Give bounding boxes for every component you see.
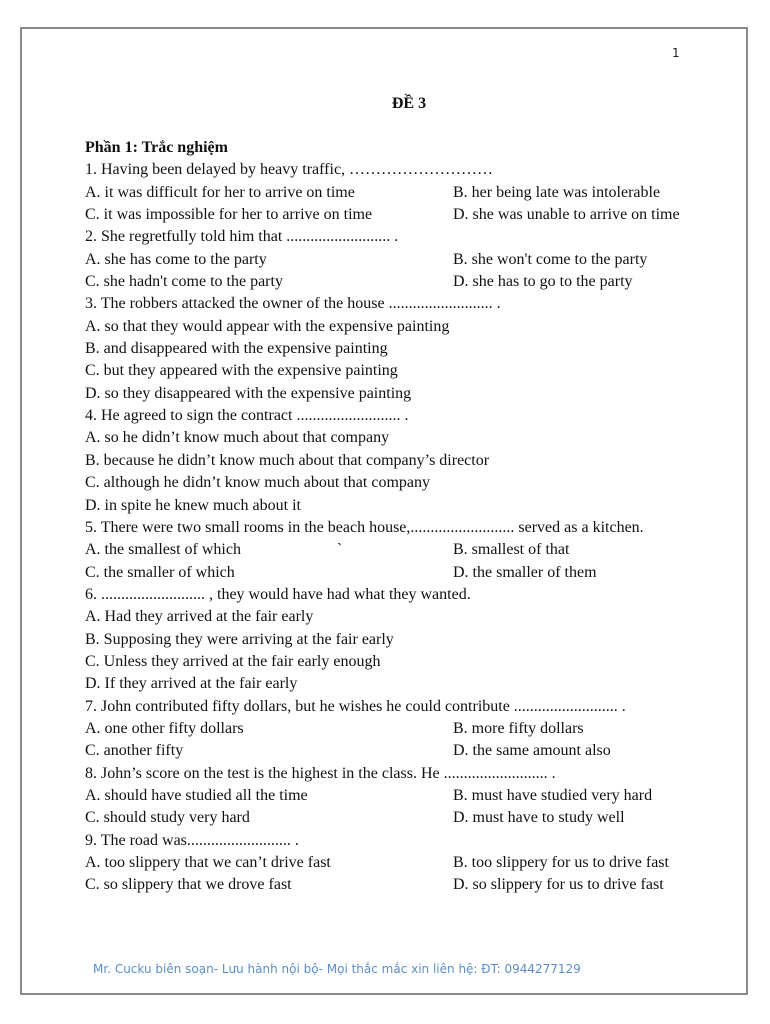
question-stem: 2. She regretfully told him that .......................... . xyxy=(85,228,399,246)
option-b: B. too slippery for us to drive fast xyxy=(453,854,669,871)
option-row xyxy=(85,562,715,584)
option-b: B. her being late was intolerable xyxy=(453,183,661,201)
option-d: D. she has to go to the party xyxy=(453,273,633,291)
question-stem: 8. John’s score on the test is the highest in the class. He .......................... . xyxy=(85,764,556,782)
option-a: A. the smallest of which ` xyxy=(85,541,343,559)
question-stem: 3. The robbers attacked the owner of the house .......................... . xyxy=(85,295,501,313)
option-d: D. she was unable to arrive on time xyxy=(453,206,680,224)
option-a: A. one other fifty dollars xyxy=(85,719,244,737)
option-d: D. in spite he knew much about it xyxy=(85,496,301,514)
question-stem: 5. There were two small rooms in the beach house,.......................... served as a kitchen. xyxy=(85,518,644,536)
option-b: B. must have studied very hard xyxy=(453,786,653,804)
question-stem: 1. Having been delayed by heavy traffic, ……………………… xyxy=(85,161,494,179)
option-c: C. the smaller of which xyxy=(85,563,235,581)
option-d: D. If they arrived at the fair early xyxy=(85,675,298,693)
option-row xyxy=(85,874,715,896)
section-heading: Phần 1: Trắc nghiệm xyxy=(85,139,228,156)
option-d: D. so they disappeared with the expensive painting xyxy=(85,384,412,402)
option-c: C. although he didn’t know much about that company xyxy=(85,474,430,492)
option-row xyxy=(85,718,715,740)
option-c: C. it was impossible for her to arrive on time xyxy=(85,206,373,224)
question-stem: 6. .......................... , they would have had what they wanted. xyxy=(85,585,471,603)
question-stem: 4. He agreed to sign the contract .......................... . xyxy=(85,407,409,425)
option-b: B. and disappeared with the expensive painting xyxy=(85,340,388,358)
exam-content xyxy=(85,137,715,897)
option-c: C. another fifty xyxy=(85,742,184,760)
option-a: A. so he didn’t know much about that company xyxy=(85,429,390,447)
option-c: C. Unless they arrived at the fair early enough xyxy=(85,652,381,670)
option-row xyxy=(85,271,715,293)
option-a: A. she has come to the party xyxy=(85,250,267,268)
option-row xyxy=(85,539,715,561)
option-b: B. Supposing they were arriving at the fair early xyxy=(85,630,394,648)
option-a: A. so that they would appear with the expensive painting xyxy=(85,317,450,335)
option-b: B. because he didn’t know much about that company’s director xyxy=(85,451,490,469)
option-row xyxy=(85,182,715,204)
option-row xyxy=(85,249,715,271)
page-footer: Mr. Cucku biên soạn- Lưu hành nội bộ- Mọi thắc mắc xin liên hệ: ĐT: 0944277129 xyxy=(93,962,581,976)
option-d: D. the smaller of them xyxy=(453,563,597,581)
question-stem: 9. The road was.......................... . xyxy=(85,831,299,849)
option-c: C. so slippery that we drove fast xyxy=(85,876,292,894)
option-a: A. Had they arrived at the fair early xyxy=(85,608,314,626)
option-d: D. so slippery for us to drive fast xyxy=(453,876,664,894)
option-c: C. but they appeared with the expensive painting xyxy=(85,362,398,380)
option-c: C. should study very hard xyxy=(85,809,250,827)
page-number: 1 xyxy=(672,46,680,60)
option-row xyxy=(85,204,715,226)
option-d: D. must have to study well xyxy=(453,809,625,827)
option-b: B. she won't come to the party xyxy=(453,250,648,268)
option-b: B. more fifty dollars xyxy=(453,719,584,737)
option-a: A. should have studied all the time xyxy=(85,786,308,804)
option-row xyxy=(85,785,715,807)
option-b: B. smallest of that xyxy=(453,541,570,559)
exam-title: ĐỀ 3 xyxy=(391,95,427,112)
question-stem: 7. John contributed fifty dollars, but he wishes he could contribute .......................... . xyxy=(85,697,626,715)
option-row xyxy=(85,807,715,829)
option-row xyxy=(85,740,715,762)
option-d: D. the same amount also xyxy=(453,742,611,760)
option-a: A. too slippery that we can’t drive fast xyxy=(85,854,331,871)
option-c: C. she hadn't come to the party xyxy=(85,273,283,291)
option-row xyxy=(85,852,715,874)
option-a: A. it was difficult for her to arrive on time xyxy=(85,183,355,201)
